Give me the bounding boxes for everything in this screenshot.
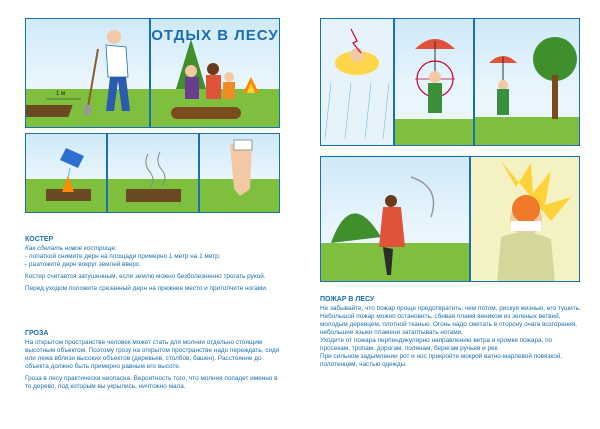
campfire-paragraph-1: Костер считается затушенным, если землю можно безболезненно трогать рукой. [25, 273, 266, 280]
fire-paragraph-2: Небольшой пожар можно остановить, сбивая пламя веником из зеленых ветвей, молодым деревцем, плотной тканью. Огонь надо сметать в сторону очага возгорания, небольшие языки пламени затаптывать ногами. [320, 313, 577, 336]
ruler-label: 1 м [56, 91, 66, 97]
fire-paragraph-1: Не забывайте, что пожар проще предотвратить, чем потом, рискуя жизнью, его тушить. [320, 305, 581, 312]
umbrella-target-illustration [395, 19, 474, 146]
touch-ground-illustration [200, 134, 280, 213]
storm-cloud-illustration [321, 19, 394, 146]
digging-illustration [26, 19, 150, 128]
panel-ashes [107, 133, 199, 213]
fire-paragraph-3: Уходите от пожара перпендикулярно направлению ветра и кромке пожара, по просекам, тропам, дорогам, полянам, берегам ручьев и рек. [320, 337, 553, 352]
ashes-illustration [108, 134, 199, 213]
storm-heading: ГРОЗА [25, 330, 49, 337]
campfire-heading: КОСТЕР [25, 236, 54, 243]
panel-storm-cloud [320, 18, 394, 146]
storm-paragraph-1: На открытом пространстве человек может стать для молнии отдельно стоящим высотным объектом. Поэтому грозу на открытом пространстве надо переждать, сидя или лежа вблизи высоких объектов (деревьев, столбов, башен). Расстояние до объекта должно быть примерно равным его высоте. [25, 339, 280, 370]
panel-wind-trees [320, 156, 470, 282]
campfire-step-1: - лопаткой снимите дерн на площади примерно 1 метр на 1 метр; [25, 253, 221, 260]
campfire-intro: Как сделать новое кострище: [25, 245, 117, 252]
panel-campfire-group [150, 18, 280, 128]
panel-digging [25, 18, 150, 128]
right-page [300, 0, 600, 429]
panel-umbrella-target [394, 18, 474, 146]
fire-text [320, 305, 582, 369]
page-title: ОТДЫХ В ЛЕСУ [151, 27, 279, 44]
wind-trees-illustration [321, 157, 470, 282]
storm-paragraph-2: Гроза в лесу практически неопасна. Вероятность того, что молния попадет именно в то дерево, под которым вы укрылись, ничтожно мала. [25, 375, 278, 390]
smoke-face-illustration [471, 157, 580, 282]
panel-pour-water [25, 133, 107, 213]
pour-water-illustration [26, 134, 107, 213]
panel-tree-shelter [474, 18, 580, 146]
campfire-paragraph-2: Перед уходом положите срезанный дерн на прежнее место и притопчите ногами. [25, 285, 268, 292]
panel-smoke-face [470, 156, 580, 282]
campfire-step-2: - разложите дерн вокруг землей вверх. [25, 261, 141, 268]
panel-touch-ground [199, 133, 280, 213]
fire-paragraph-4: При сильном задымлении рот и нос прикройте мокрой ватно-марлевой повязкой, полотенцем, частью одежды. [320, 353, 563, 368]
bucket-icon [60, 148, 84, 168]
fire-heading: ПОЖАР В ЛЕСУ [320, 296, 375, 303]
storm-text [25, 339, 280, 395]
campfire-text [25, 245, 280, 297]
tree-shelter-illustration [475, 19, 580, 146]
